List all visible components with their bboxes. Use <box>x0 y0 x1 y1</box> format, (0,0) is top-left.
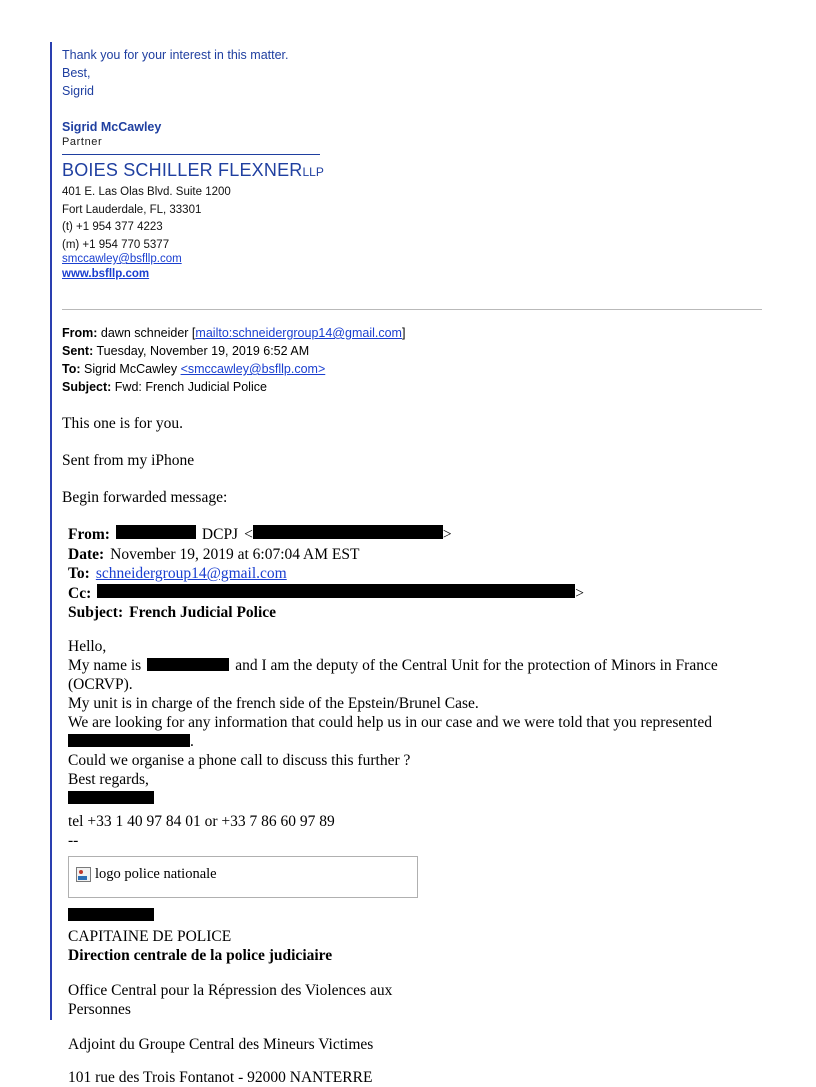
body-line-1: This one is for you. <box>62 415 183 432</box>
signature-address-line-2: Fort Lauderdale, FL, 33301 <box>62 203 202 216</box>
signature-phone-office: (t) +1 954 377 4223 <box>62 221 163 233</box>
forwarded-from-org: DCPJ <box>201 526 239 543</box>
header-sent-value: Tuesday, November 19, 2019 6:52 AM <box>96 344 310 358</box>
header-sent-label: Sent: <box>62 344 94 358</box>
forwarded-subject-value: French Judicial Police <box>129 604 277 621</box>
header-from-label: From: <box>62 326 98 340</box>
body-line-2: Sent from my iPhone <box>62 452 195 469</box>
forwarded-date-row <box>68 545 762 565</box>
quote-bar <box>50 42 52 1020</box>
message-line-6: Could we organise a phone call to discuss this further ? <box>68 751 411 769</box>
header-subject-value: Fwd: French Judicial Police <box>114 380 267 394</box>
message-line-1-pre: My name is <box>68 656 142 674</box>
message-greeting: Hello, <box>68 637 107 655</box>
footer-rank: CAPITAINE DE POLICE <box>68 927 232 945</box>
email-content <box>62 46 762 1087</box>
forwarded-cc-row <box>68 584 762 604</box>
signature-block <box>62 46 762 281</box>
redaction-bar <box>68 908 154 921</box>
message-line-1-post: and I am the deputy of the Central Unit for the protection of Minors in France <box>235 656 718 674</box>
signature-title: Partner <box>62 136 103 148</box>
header-subject-label: Subject: <box>62 380 112 394</box>
header-to-label: To: <box>62 362 81 376</box>
signature-email-link[interactable]: smccawley@bsfllp.com <box>62 253 182 265</box>
forwarded-date-value: November 19, 2019 at 6:07:04 AM EST <box>110 545 360 563</box>
forwarded-to-email-link[interactable]: schneidergroup14@gmail.com <box>95 565 287 582</box>
logo-alt-text: logo police nationale <box>95 865 217 882</box>
redaction-bar <box>68 791 154 804</box>
footer-block <box>68 906 762 1087</box>
forwarded-cc-close-bracket: > <box>575 584 584 602</box>
footer-address: 101 rue des Trois Fontanot - 92000 NANTERRE <box>68 1068 373 1086</box>
signature-intro-line-3: Sigrid <box>62 84 94 98</box>
forwarded-from-close-bracket: > <box>442 526 452 543</box>
firm-suffix: LLP <box>302 165 324 179</box>
header-to-email-link[interactable]: <smccawley@bsfllp.com> <box>180 362 326 376</box>
redaction-bar <box>97 584 575 598</box>
signature-name: Sigrid McCawley <box>62 120 162 134</box>
header-from-value: dawn schneider [ <box>100 326 196 340</box>
header-sent-row <box>62 342 762 360</box>
message-line-3: My unit is in charge of the french side of the Epstein/Brunel Case. <box>68 694 479 712</box>
message-line-4: We are looking for any information that could help us in our case and we were told that you represented <box>68 713 712 731</box>
forwarded-subject-row <box>68 603 762 623</box>
footer-name-redaction <box>68 906 762 925</box>
header-from-row <box>62 324 762 342</box>
header-to-value: Sigrid McCawley <box>84 362 181 376</box>
message-phone-line: tel +33 1 40 97 84 01 or +33 7 86 60 97 89 <box>68 812 335 830</box>
footer-office-line-2: Personnes <box>68 1000 131 1018</box>
footer-role: Adjoint du Groupe Central des Mineurs Victimes <box>68 1035 374 1053</box>
message-separator: -- <box>68 831 79 849</box>
redaction-bar <box>116 525 196 539</box>
broken-image-glyph-icon <box>76 867 91 882</box>
forwarded-to-label: To: <box>68 565 90 582</box>
message-line-5 <box>68 732 762 751</box>
body-line-3: Begin forwarded message: <box>62 489 228 506</box>
message-line-1 <box>68 656 762 675</box>
footer-office-line-1: Office Central pour la Répression des Violences aux <box>68 981 393 999</box>
forwarded-header <box>68 525 762 623</box>
signature-website-link[interactable]: www.bsfllp.com <box>62 267 150 280</box>
header-from-mailto-link[interactable]: mailto:schneidergroup14@gmail.com <box>195 326 402 340</box>
redaction-bar <box>147 658 229 671</box>
signature-intro-line-2: Best, <box>62 66 91 80</box>
forwarded-subject-label: Subject: <box>68 604 124 621</box>
firm-name-text: BOIES SCHILLER FLEXNER <box>62 160 303 180</box>
logo-image-placeholder <box>68 856 418 898</box>
header-subject-row <box>62 378 762 396</box>
header-divider <box>62 309 762 310</box>
forwarded-to-row <box>68 564 762 584</box>
redaction-bar <box>253 525 443 539</box>
forwarded-cc-label: Cc: <box>68 584 92 602</box>
message-line-7: Best regards, <box>68 770 149 788</box>
header-to-row <box>62 360 762 378</box>
redaction-bar <box>68 734 190 747</box>
forwarded-date-label: Date: <box>68 545 105 563</box>
broken-image-icon <box>76 866 217 883</box>
forwarded-from-row <box>68 525 762 545</box>
signature-address-line-1: 401 E. Las Olas Blvd. Suite 1200 <box>62 186 231 198</box>
message-signature-redaction <box>68 789 762 808</box>
signature-divider <box>62 154 320 155</box>
signature-intro-line-1: Thank you for your interest in this matter. <box>62 48 289 62</box>
forwarded-from-open-bracket: < <box>244 526 253 543</box>
firm-name <box>62 160 762 182</box>
signature-phone-mobile: (m) +1 954 770 5377 <box>62 238 170 251</box>
email-header <box>62 324 762 396</box>
header-from-close: ] <box>401 326 406 340</box>
footer-division: Direction centrale de la police judiciaire <box>68 946 333 964</box>
message-line-2: (OCRVP). <box>68 675 133 693</box>
message-body <box>68 637 762 850</box>
message-line-5-post: . <box>190 732 194 750</box>
forwarded-from-label: From: <box>68 526 110 543</box>
